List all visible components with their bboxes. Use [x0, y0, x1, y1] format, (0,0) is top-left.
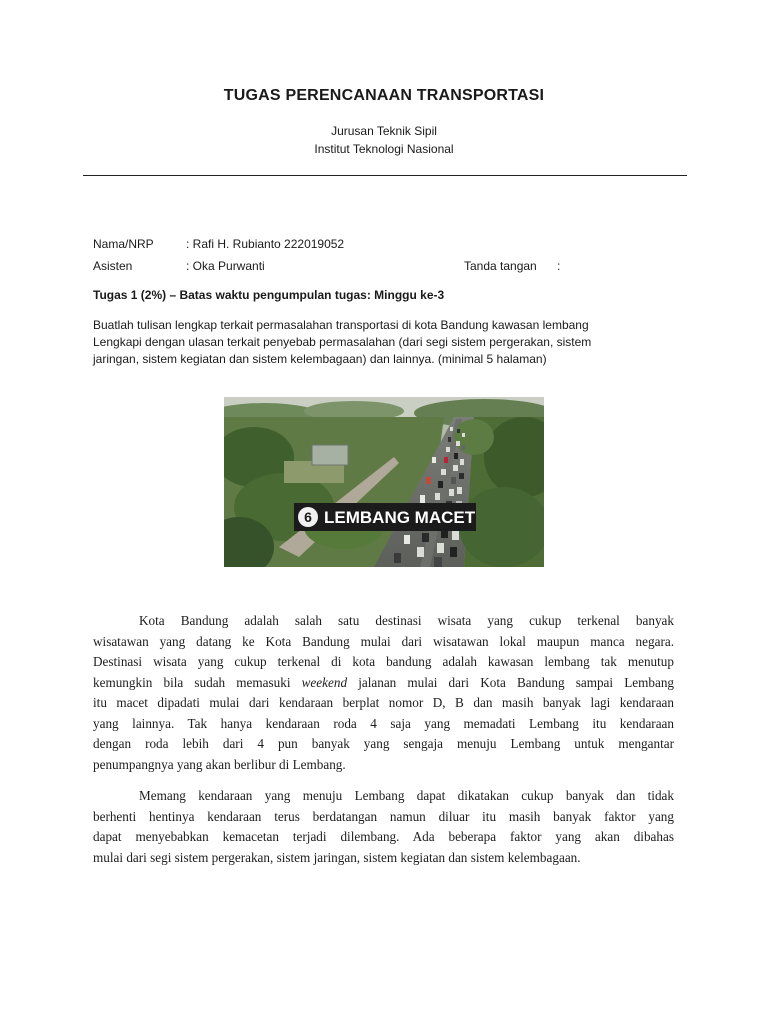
photo-caption: LEMBANG MACET	[324, 508, 476, 527]
instruction-line: Buatlah tulisan lengkap terkait permasalahan transportasi di kota Bandung kawasan lembang	[93, 318, 589, 332]
emphasis-weekend: weekend	[301, 674, 348, 690]
essay-line: berhenti hentinya kendaraan terus berdatangan namun diluar itu masih banyak faktor yang	[93, 808, 674, 824]
institution-line: Institut Teknologi Nasional	[314, 142, 454, 156]
essay-line: mulai dari segi sistem pergerakan, sistem jaringan, sistem kegiatan dan sistem kelembagaan.	[93, 849, 581, 865]
task-heading: Tugas 1 (2%) – Batas waktu pengumpulan tugas: Minggu ke-3	[93, 288, 445, 302]
signature-label: Tanda tangan	[464, 259, 537, 273]
essay-line: wisatawan yang datang ke Kota Bandung mulai dari wisatawan lokal maupun manca negara.	[93, 633, 674, 649]
instruction-line: Lengkapi dengan ulasan terkait penyebab permasalahan (dari segi sistem pergerakan, sistem	[93, 335, 592, 349]
essay-line: dapat menyebabkan kemacetan terjadi dilembang. Ada beberapa faktor yang akan dibahas	[93, 829, 674, 844]
name-label: Nama/NRP	[93, 237, 154, 251]
signature-colon: :	[557, 259, 561, 273]
essay-line: Kota Bandung adalah salah satu destinasi wisata yang cukup terkenal banyak	[139, 613, 674, 628]
document-title: TUGAS PERENCANAAN TRANSPORTASI	[223, 87, 545, 104]
essay-line: yang lainnya. Tak hanya kendaraan roda 4 saja yang memadati Lembang itu kendaraan	[93, 715, 674, 731]
assistant-label: Asisten	[93, 259, 133, 273]
assistant-value: : Oka Purwanti	[186, 259, 265, 273]
essay-line: itu macet dipadati mulai dari kendaraan berplat nomor D, B dan masih banyak lagi kendaraan	[93, 695, 674, 710]
task-instructions	[93, 317, 653, 368]
essay-paragraph-2	[93, 786, 674, 868]
name-value: : Rafi H. Rubianto 222019052	[186, 237, 345, 251]
traffic-jam-photo	[224, 397, 544, 567]
essay-line: penumpangnya yang akan berlibur di Lembang.	[93, 756, 346, 772]
essay-paragraph-1	[93, 611, 674, 775]
badge-number: 6	[304, 509, 312, 525]
essay-line: dengan roda lebih dari 4 pun banyak yang sengaja menuju Lembang untuk mengantar	[93, 736, 674, 751]
instruction-line: jaringan, sistem kegiatan dan sistem kelembagaan) dan lainnya. (minimal 5 halaman)	[93, 352, 547, 366]
essay-line: Memang kendaraan yang menuju Lembang dapat dikatakan cukup banyak dan tidak	[139, 788, 674, 803]
header-divider	[83, 175, 687, 176]
department-line: Jurusan Teknik Sipil	[331, 124, 437, 138]
essay-line: Destinasi wisata yang cukup terkenal di kota bandung adalah kawasan lembang tak menutup	[93, 654, 674, 669]
lembang-macet-banner	[294, 503, 476, 531]
essay-line: kemungkin bila sudah memasuki weekend jalanan mulai dari Kota Bandung sampai Lembang	[93, 674, 675, 690]
